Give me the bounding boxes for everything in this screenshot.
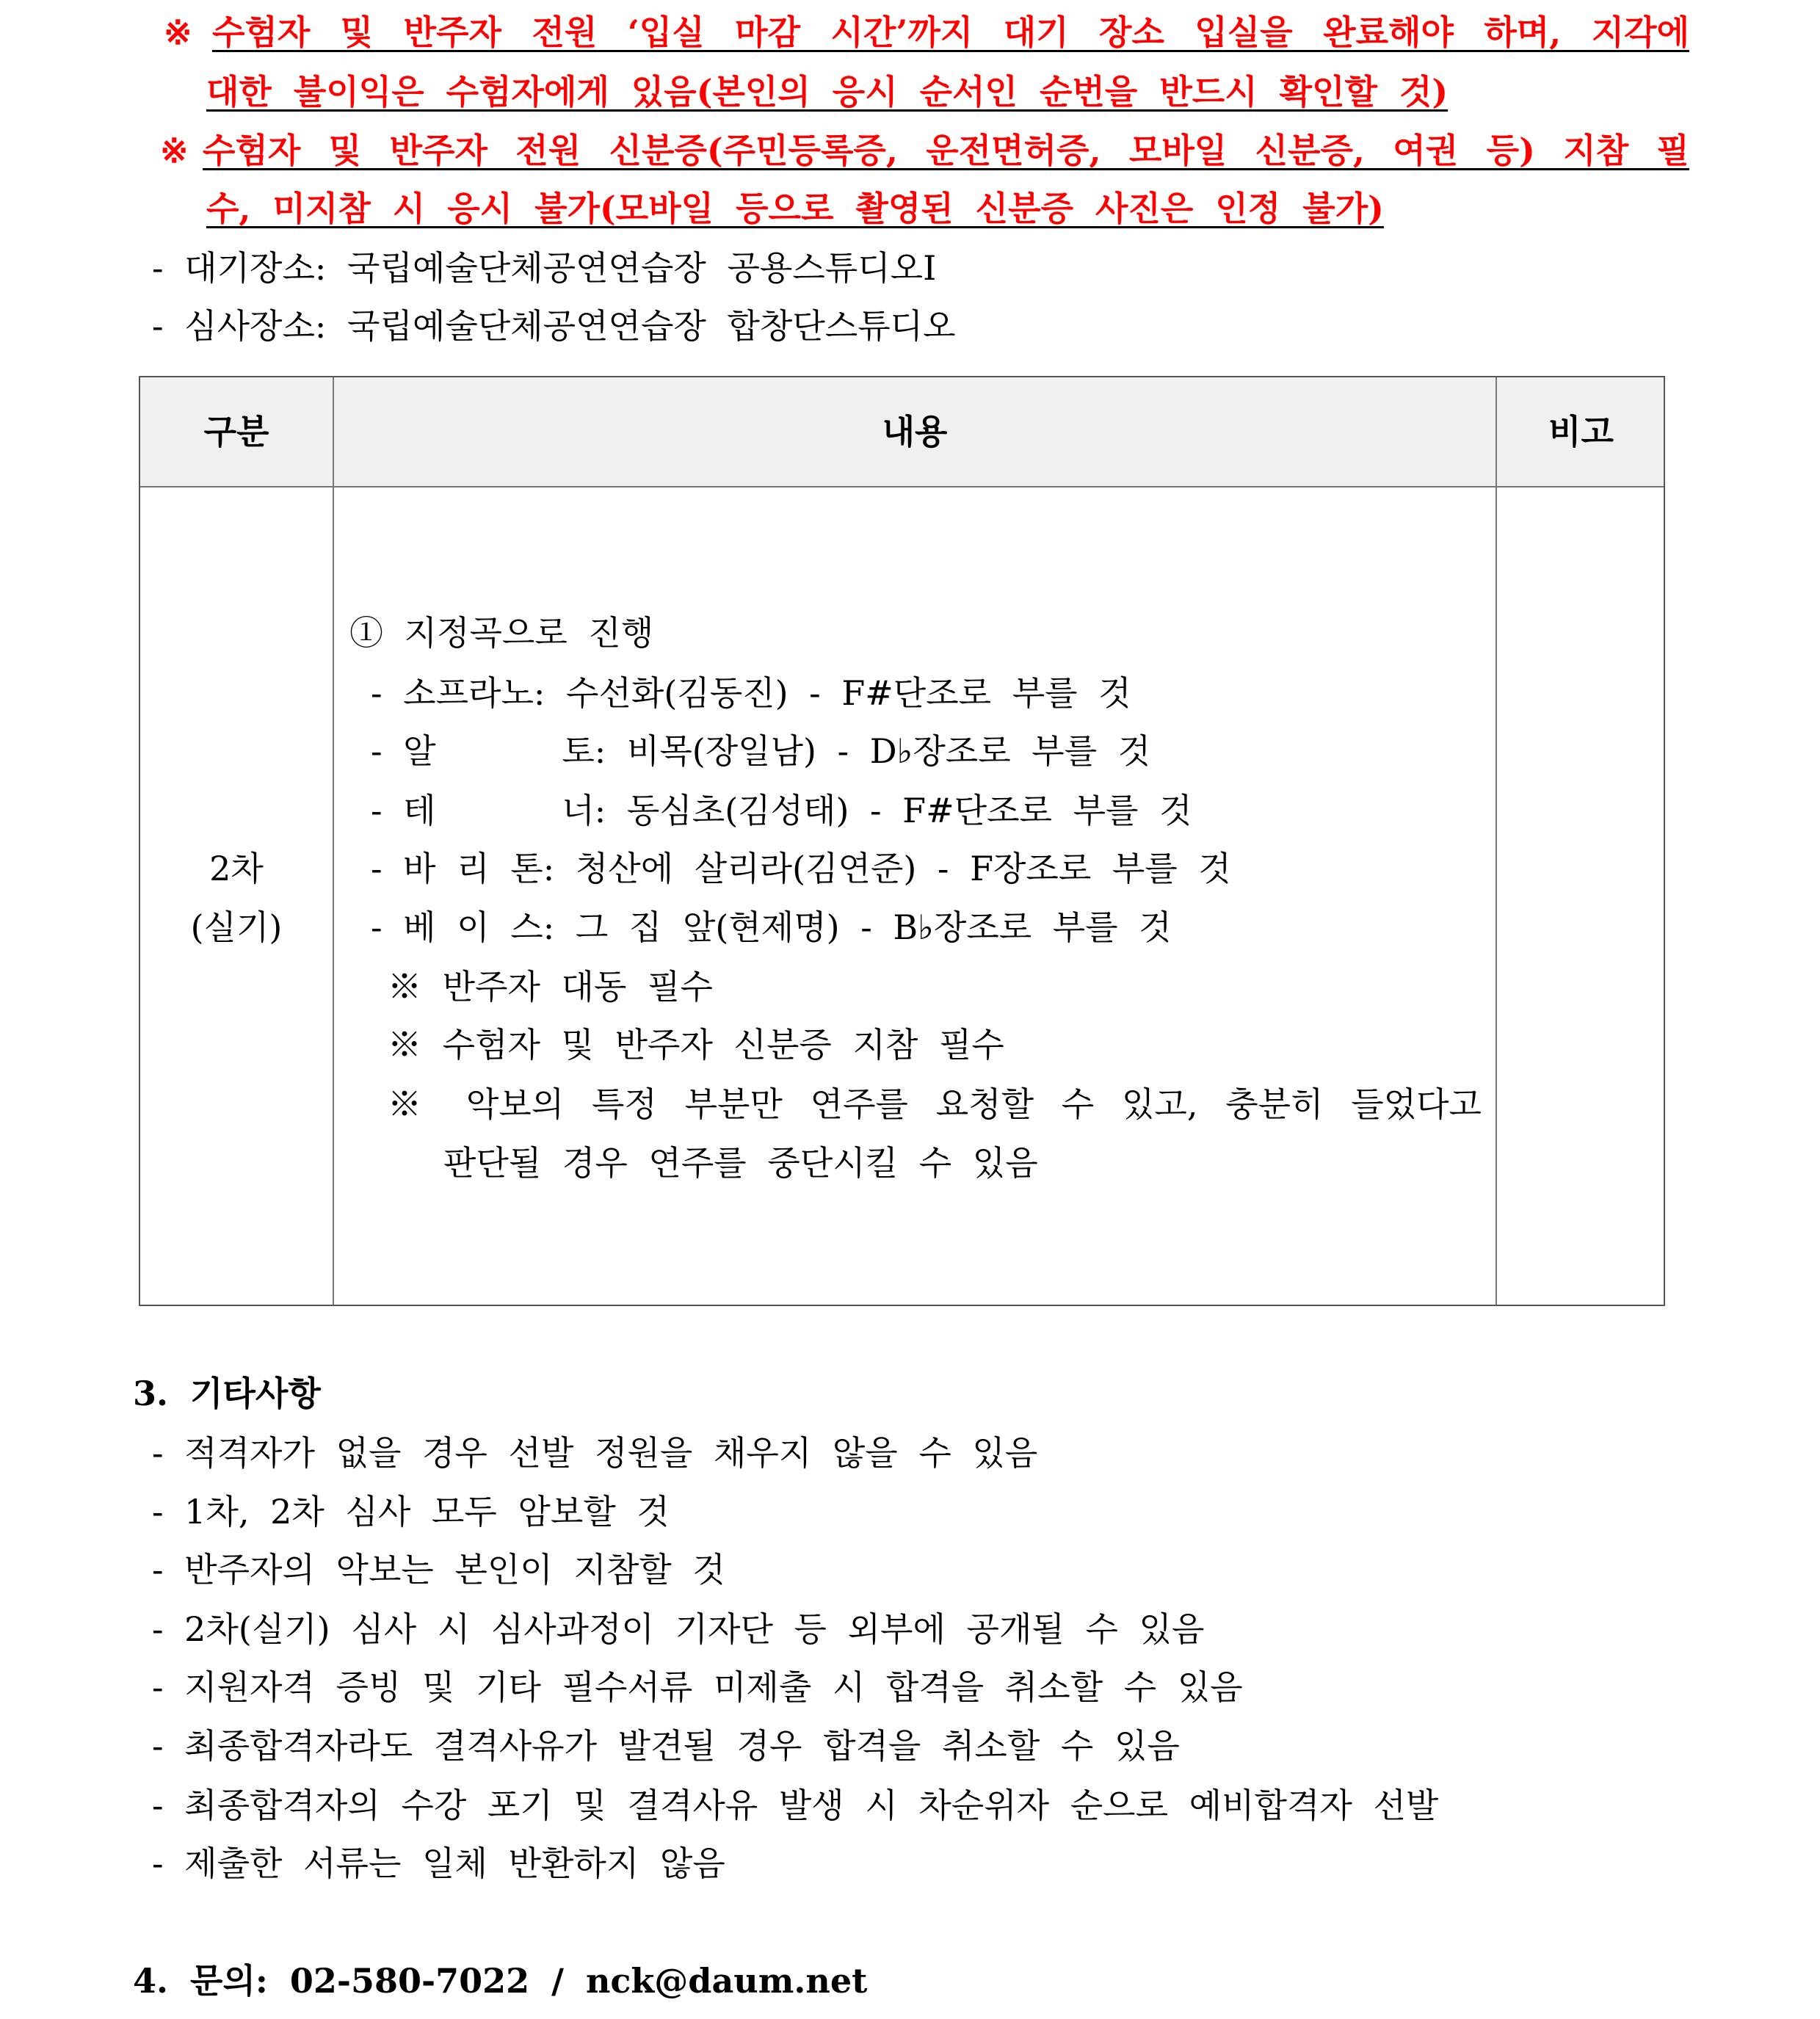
- header-remark: 비고: [1548, 412, 1614, 452]
- list-item: - 최종합격자라도 결격사유가 발견될 경우 합격을 취소할 수 있음: [152, 1726, 1180, 1766]
- note-continuation: 판단될 경우 연주를 중단시킬 수 있음: [443, 1143, 1038, 1183]
- exam-location: - 심사장소: 국립예술단체공연연습장 합창단스튜디오: [152, 306, 956, 346]
- content-title: ① 지정곡으로 진행: [349, 613, 654, 653]
- list-item: - 2차(실기) 심사 시 심사과정이 기자단 등 외부에 공개될 수 있음: [152, 1609, 1205, 1649]
- song-item: - 알 토: 비목(장일남) - D♭장조로 부를 것: [371, 731, 1151, 771]
- notice-mark: ※: [164, 12, 192, 52]
- notice-line: 수험자 및 반주자 전원 신분증(주민등록증, 운전면허증, 모바일 신분증, 여권 등) 지참 필: [203, 131, 1689, 170]
- notice-line: 수, 미지참 시 응시 불가(모바일 등으로 촬영된 신분증 사진은 인정 불가): [206, 189, 1384, 228]
- list-item: - 반주자의 악보는 본인이 지참할 것: [152, 1550, 725, 1590]
- note-item: ※ 반주자 대동 필수: [388, 967, 713, 1007]
- header-category: 구분: [203, 412, 269, 452]
- category-round: 2차: [209, 849, 264, 888]
- exam-table: [139, 376, 1665, 1306]
- song-item: - 소프라노: 수선화(김동진) - F#단조로 부를 것: [371, 673, 1131, 713]
- section-heading: 3. 기타사항: [133, 1374, 321, 1413]
- category-type: (실기): [190, 907, 283, 947]
- header-content: 내용: [882, 412, 948, 452]
- list-item: - 제출한 서류는 일체 반환하지 않음: [152, 1844, 725, 1883]
- list-item: - 지원자격 증빙 및 기타 필수서류 미제출 시 합격을 취소할 수 있음: [152, 1667, 1243, 1707]
- contact-info: 4. 문의: 02-580-7022 / nck@daum.net: [133, 1961, 868, 2001]
- list-item: - 최종합격자의 수강 포기 및 결격사유 발생 시 차순위자 순으로 예비합격자 선발: [152, 1786, 1439, 1825]
- list-item: - 1차, 2차 심사 모두 암보할 것: [152, 1492, 670, 1532]
- waiting-location: - 대기장소: 국립예술단체공연연습장 공용스튜디오Ⅰ: [152, 248, 937, 288]
- notice-line: 수험자 및 반주자 전원 ‘입실 마감 시간’까지 대기 장소 입실을 완료해야 하며, 지각에: [212, 12, 1689, 52]
- column-divider: [1495, 377, 1497, 1305]
- note-item: ※ 수험자 및 반주자 신분증 지참 필수: [388, 1025, 1004, 1065]
- song-item: - 테 너: 동심초(김성태) - F#단조로 부를 것: [371, 791, 1192, 830]
- song-item: - 베 이 스: 그 집 앞(현제명) - B♭장조로 부를 것: [371, 907, 1172, 947]
- notice-line: 대한 불이익은 수험자에게 있음(본인의 응시 순서인 순번을 반드시 확인할 것): [206, 72, 1449, 112]
- column-divider: [333, 377, 334, 1305]
- notice-mark: ※: [160, 131, 189, 170]
- note-item: ※ 악보의 특정 부분만 연주를 요청할 수 있고, 충분히 들었다고: [388, 1084, 1482, 1124]
- song-item: - 바 리 톤: 청산에 살리라(김연준) - F장조로 부를 것: [371, 849, 1231, 888]
- list-item: - 적격자가 없을 경우 선발 정원을 채우지 않을 수 있음: [152, 1433, 1038, 1473]
